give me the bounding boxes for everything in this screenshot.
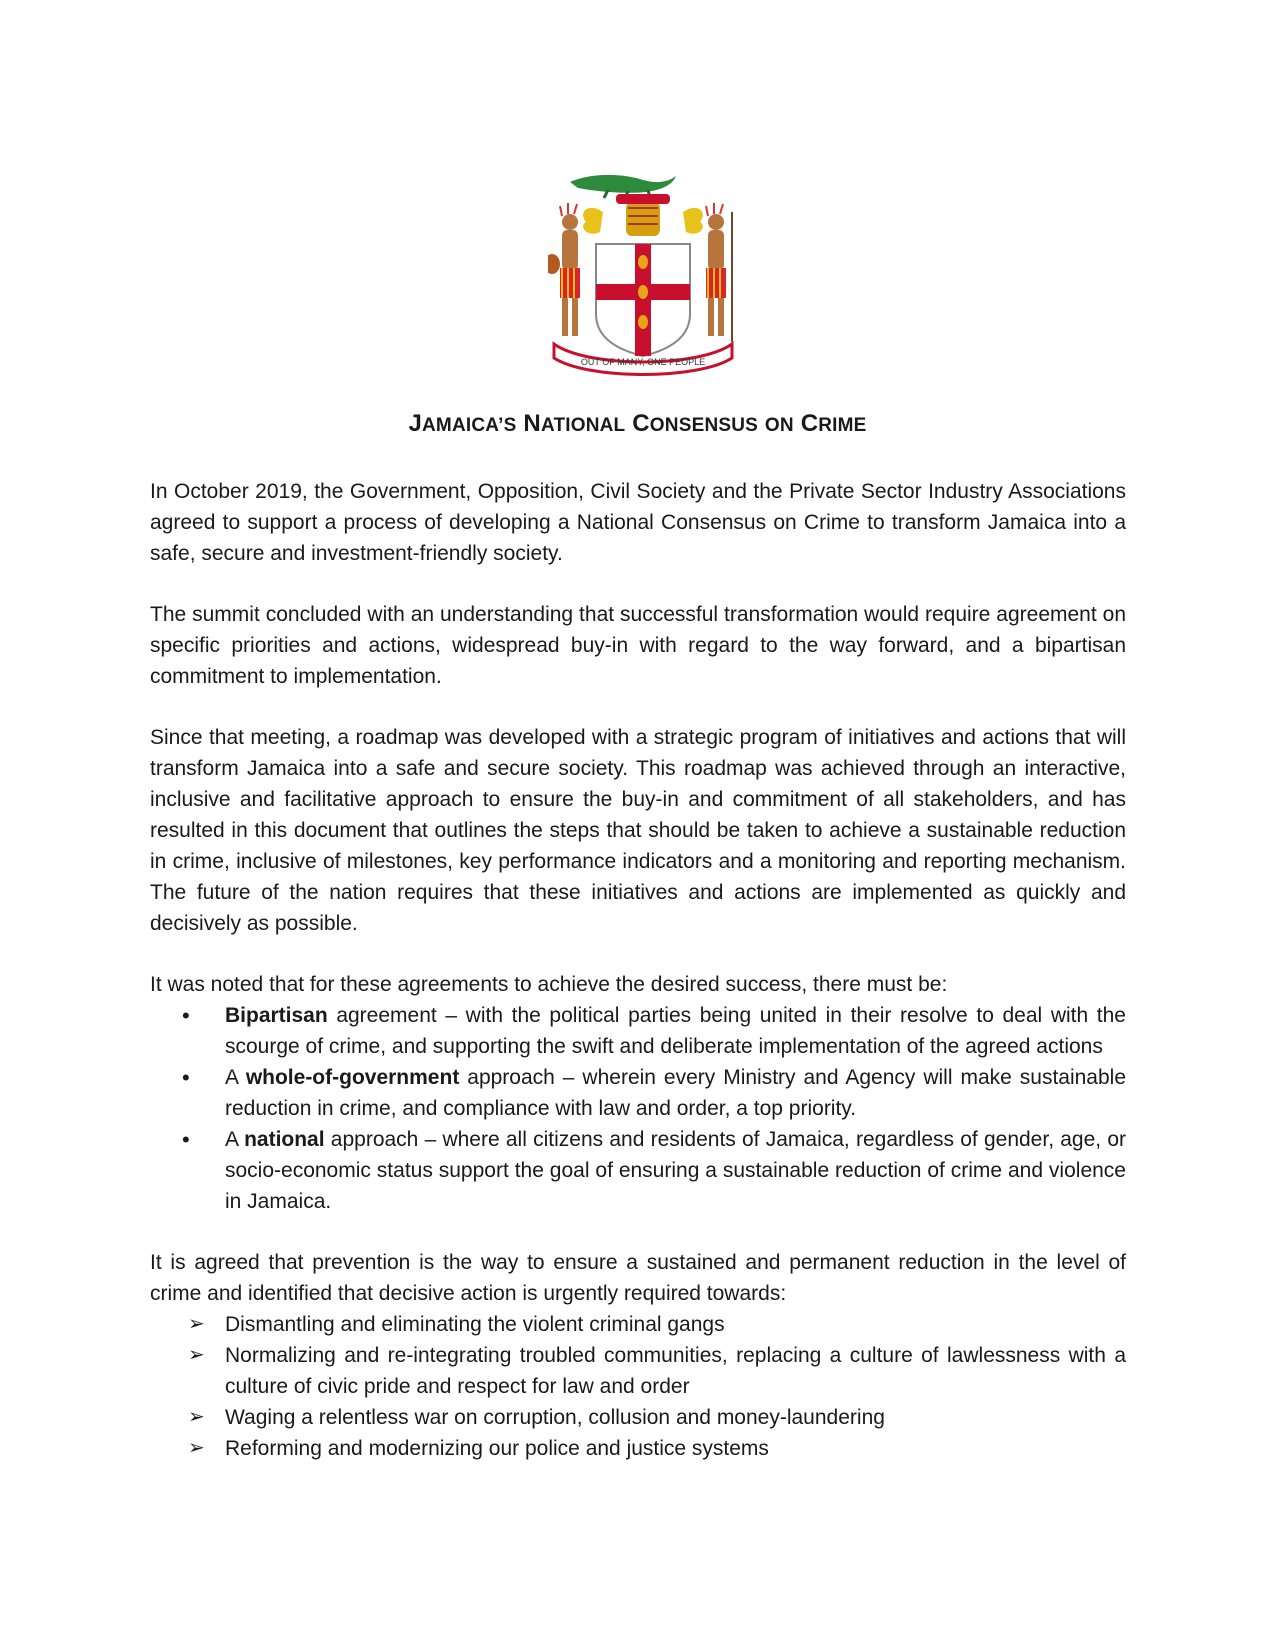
- arrow-bullet-icon: ➢: [188, 1406, 205, 1428]
- paragraph-summit: The summit concluded with an understanding that successful transformation would require agreement on specific priorities and actions, widespread buy-in with regard to the way forward, and a bipartisan commitment to implementation.: [150, 603, 1126, 688]
- document-body: [150, 476, 1126, 1464]
- list-item: ➢ Waging a relentless war on corruption, collusion and money-laundering: [150, 1402, 1126, 1433]
- jamaica-coat-of-arms-icon: [548, 172, 738, 382]
- bullet-icon: •: [182, 1003, 190, 1028]
- crest-motto: OUT OF MANY, ONE PEOPLE: [580, 357, 706, 367]
- arrow-bullet-icon: ➢: [188, 1344, 205, 1366]
- list-item: • Bipartisan agreement – with the political parties being united in their resolve to deal with the scourge of crime, and supporting the swift and deliberate implementation of the agreed actions: [150, 1000, 1126, 1062]
- page-title: JAMAICA’S NATIONAL CONSENSUS ON CRIME: [408, 410, 867, 437]
- list-item: • A national approach – where all citizens and residents of Jamaica, regardless of gender, age, or socio-economic status support the goal of ensuring a sustainable reduction of crime and violence in Jamaica.: [150, 1124, 1126, 1217]
- bullet-icon: •: [182, 1127, 190, 1152]
- list-item: • A whole-of-government approach – wherein every Ministry and Agency will make sustainable reduction in crime, and compliance with law and order, a top priority.: [150, 1062, 1126, 1124]
- paragraph-intro: In October 2019, the Government, Opposition, Civil Society and the Private Sector Industry Associations agreed to support a process of developing a National Consensus on Crime to transform Jamaica into a safe, secure and investment-friendly society.: [150, 480, 1126, 565]
- conditions-list: [150, 1000, 1126, 1217]
- paragraph-prevention: It is agreed that prevention is the way to ensure a sustained and permanent reduction in the level of crime and identified that decisive action is urgently required towards:: [150, 1251, 1126, 1305]
- paragraph-conditions: It was noted that for these agreements to achieve the desired success, there must be:: [150, 973, 948, 996]
- paragraph-roadmap: Since that meeting, a roadmap was developed with a strategic program of initiatives and actions that will transform Jamaica into a safe and secure society. This roadmap was achieved through an interactive, inclusive and facilitative approach to ensure the buy-in and commitment of all stakeholders, and has resulted in this document that outlines the steps that should be taken to achieve a sustainable reduction in crime, inclusive of milestones, key performance indicators and a monitoring and reporting mechanism. The future of the nation requires that these initiatives and actions are implemented as quickly and decisively as possible.: [150, 726, 1126, 935]
- list-item: ➢ Reforming and modernizing our police and justice systems: [150, 1433, 1126, 1464]
- arrow-bullet-icon: ➢: [188, 1313, 205, 1335]
- list-item: ➢ Dismantling and eliminating the violent criminal gangs: [150, 1309, 1126, 1340]
- arrow-bullet-icon: ➢: [188, 1437, 205, 1459]
- list-item: ➢ Normalizing and re-integrating troubled communities, replacing a culture of lawlessness with a culture of civic pride and respect for law and order: [150, 1340, 1126, 1402]
- actions-list: [150, 1309, 1126, 1464]
- bullet-icon: •: [182, 1065, 190, 1090]
